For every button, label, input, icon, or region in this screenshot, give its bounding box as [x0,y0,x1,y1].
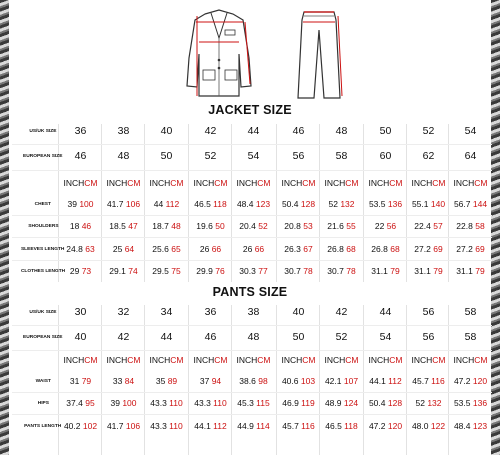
jacket-shoulders: 21.6 55 [327,221,356,231]
pants-length: 43.3 110 [150,421,183,431]
jacket-european-size: 56 [292,150,305,162]
column-divider [406,305,407,455]
column-divider [276,124,277,282]
column-divider [144,124,145,282]
jacket-european-size: 48 [117,150,130,162]
pants-european-size: 40 [74,331,87,343]
jacket-chest: 44 112 [153,199,180,209]
pants-waist: 35 89 [155,376,178,386]
pants-waist: 37 94 [199,376,222,386]
jacket-size-title: JACKET SIZE [208,103,292,117]
pants-us-uk-size: 36 [204,306,217,318]
row-divider [12,414,492,415]
pants-european-size: 42 [117,331,130,343]
pants-waist: 38.6 98 [239,376,268,386]
label-european-size: EUROPEAN SIZE [23,152,63,159]
unit-header: INCHCM [236,178,271,188]
unit-header: INCHCM [281,355,316,365]
jacket-clothes-length: 30.7 78 [327,266,356,276]
unit-header: INCHCM [453,355,488,365]
jacket-sleeves-length: 25 64 [112,244,135,254]
pants-hips: 39 100 [110,398,137,408]
jacket-us-uk-size: 38 [117,125,130,137]
label-chest: CHEST [34,200,52,207]
background-pattern-left [0,0,9,455]
pants-hips: 53.5 136 [453,398,488,408]
jacket-chest: 39 100 [67,199,94,209]
jacket-shoulders: 18 46 [69,221,92,231]
pants-european-size: 52 [335,331,348,343]
pants-length: 47.2 120 [368,421,403,431]
label-hips: HIPS [37,399,49,406]
jacket-shoulders: 18.5 47 [109,221,138,231]
jacket-chest: 55.1 140 [411,199,446,209]
column-divider [188,124,189,282]
column-divider [231,124,232,282]
jacket-us-uk-size: 50 [379,125,392,137]
column-divider [319,124,320,282]
unit-header: INCHCM [193,355,228,365]
unit-header: INCHCM [281,178,316,188]
jacket-shoulders: 20.4 52 [239,221,268,231]
jacket-us-uk-size: 48 [335,125,348,137]
unit-header: INCHCM [106,355,141,365]
column-divider [188,305,189,455]
pants-us-uk-size: 44 [379,306,392,318]
unit-header: INCHCM [63,178,98,188]
jacket-sleeves-length: 27.2 69 [414,244,443,254]
pants-waist: 42.1 107 [324,376,359,386]
jacket-clothes-length: 31.1 79 [456,266,485,276]
column-divider [363,305,364,455]
pants-hips: 48.9 124 [324,398,359,408]
pants-length: 40.2 102 [63,421,98,431]
pants-length: 44.9 114 [237,421,270,431]
pants-us-uk-size: 34 [160,306,173,318]
pants-hips: 43.3 110 [150,398,183,408]
row-divider [12,215,492,216]
jacket-clothes-length: 31.1 79 [414,266,443,276]
column-divider [231,305,232,455]
unit-header: INCHCM [193,178,228,188]
column-divider [406,124,407,282]
jacket-chest: 48.4 123 [236,199,271,209]
pants-european-size: 58 [464,331,477,343]
jacket-european-size: 64 [464,150,477,162]
jacket-sleeves-length: 26.8 68 [371,244,400,254]
unit-header: INCHCM [368,355,403,365]
pants-hips: 46.9 119 [282,398,315,408]
row-divider [12,170,492,171]
jacket-european-size: 52 [204,150,217,162]
label-us-uk-size: US/UK SIZE [29,127,57,134]
unit-header: INCHCM [411,355,446,365]
jacket-european-size: 58 [335,150,348,162]
jacket-diagram-icon [183,8,255,100]
label-sleeves-length: SLEEVES LENGTH [21,245,65,252]
pants-waist: 40.6 103 [281,376,316,386]
jacket-clothes-length: 31.1 79 [371,266,400,276]
jacket-us-uk-size: 36 [74,125,87,137]
pants-us-uk-size: 38 [247,306,260,318]
jacket-chest: 46.5 118 [194,199,227,209]
label-pants-us-uk-size: US/UK SIZE [29,308,57,315]
pants-european-size: 56 [422,331,435,343]
jacket-shoulders: 18.7 48 [152,221,181,231]
jacket-european-size: 50 [160,150,173,162]
jacket-clothes-length: 29.5 75 [152,266,181,276]
jacket-sleeves-length: 26.3 67 [284,244,313,254]
label-clothes-length: CLOTHES LENGTH [20,267,66,274]
jacket-sleeves-length: 25.6 65 [152,244,181,254]
row-divider [12,237,492,238]
jacket-european-size: 46 [74,150,87,162]
jacket-sleeves-length: 27.2 69 [456,244,485,254]
jacket-us-uk-size: 44 [247,125,260,137]
pants-length: 48.0 122 [411,421,446,431]
pants-waist: 31 79 [69,376,92,386]
jacket-us-uk-size: 40 [160,125,173,137]
pants-european-size: 50 [292,331,305,343]
pants-waist: 44.1 112 [369,376,402,386]
unit-header: INCHCM [324,178,359,188]
pants-length: 46.5 118 [325,421,358,431]
unit-header: INCHCM [149,355,184,365]
jacket-shoulders: 22.8 58 [456,221,485,231]
pants-length: 44.1 112 [194,421,227,431]
jacket-clothes-length: 29.1 74 [109,266,138,276]
pants-hips: 37.4 95 [66,398,95,408]
row-divider [12,144,492,145]
jacket-shoulders: 20.8 53 [284,221,313,231]
pants-us-uk-size: 40 [292,306,305,318]
background-pattern-right [491,0,500,455]
pants-waist: 47.2 120 [453,376,488,386]
row-divider [12,392,492,393]
jacket-clothes-length: 29.9 76 [196,266,225,276]
jacket-chest: 53.5 136 [368,199,403,209]
jacket-european-size: 54 [247,150,260,162]
pants-hips: 52 132 [415,398,442,408]
jacket-chest: 52 132 [328,199,355,209]
jacket-sleeves-length: 24.8 63 [66,244,95,254]
unit-header: INCHCM [368,178,403,188]
column-divider [276,305,277,455]
jacket-us-uk-size: 42 [204,125,217,137]
unit-header: INCHCM [149,178,184,188]
jacket-clothes-length: 29 73 [69,266,92,276]
unit-header: INCHCM [106,178,141,188]
pants-waist: 45.7 116 [412,376,445,386]
label-waist: WAIST [35,377,51,384]
pants-size-title: PANTS SIZE [212,285,288,299]
jacket-sleeves-length: 26 66 [242,244,265,254]
pants-european-size: 46 [204,331,217,343]
pants-european-size: 44 [160,331,173,343]
pants-european-size: 48 [247,331,260,343]
jacket-shoulders: 22 56 [374,221,397,231]
jacket-sleeves-length: 26 66 [199,244,222,254]
pants-us-uk-size: 58 [464,306,477,318]
pants-us-uk-size: 56 [422,306,435,318]
pants-european-size: 54 [379,331,392,343]
row-divider [12,350,492,351]
row-divider [12,325,492,326]
column-divider [144,305,145,455]
pants-length: 45.7 116 [282,421,315,431]
jacket-shoulders: 22.4 57 [414,221,443,231]
pants-hips: 50.4 128 [368,398,403,408]
pants-hips: 45.3 115 [237,398,270,408]
pants-length: 41.7 106 [106,421,141,431]
unit-header: INCHCM [411,178,446,188]
column-divider [101,305,102,455]
pants-us-uk-size: 32 [117,306,130,318]
label-pants-european-size: EUROPEAN SIZE [23,333,63,340]
jacket-sleeves-length: 26.8 68 [327,244,356,254]
pants-us-uk-size: 30 [74,306,87,318]
jacket-chest: 50.4 128 [281,199,316,209]
pants-hips: 43.3 110 [194,398,227,408]
unit-header: INCHCM [453,178,488,188]
pants-length: 48.4 123 [453,421,488,431]
column-divider [101,124,102,282]
jacket-shoulders: 19.6 50 [196,221,225,231]
jacket-european-size: 60 [379,150,392,162]
unit-header: INCHCM [63,355,98,365]
row-divider [12,260,492,261]
column-divider [319,305,320,455]
pants-us-uk-size: 42 [335,306,348,318]
label-pants-length: PANTS LENGTH [24,422,62,429]
pants-diagram-icon [294,8,344,102]
jacket-clothes-length: 30.3 77 [239,266,268,276]
jacket-us-uk-size: 46 [292,125,305,137]
jacket-european-size: 62 [422,150,435,162]
unit-header: INCHCM [236,355,271,365]
unit-header: INCHCM [324,355,359,365]
column-divider [363,124,364,282]
jacket-us-uk-size: 52 [422,125,435,137]
pants-waist: 33 84 [112,376,135,386]
jacket-us-uk-size: 54 [464,125,477,137]
jacket-chest: 56.7 144 [453,199,488,209]
jacket-chest: 41.7 106 [106,199,141,209]
label-shoulders: SHOULDERS [27,222,59,229]
jacket-clothes-length: 30.7 78 [284,266,313,276]
